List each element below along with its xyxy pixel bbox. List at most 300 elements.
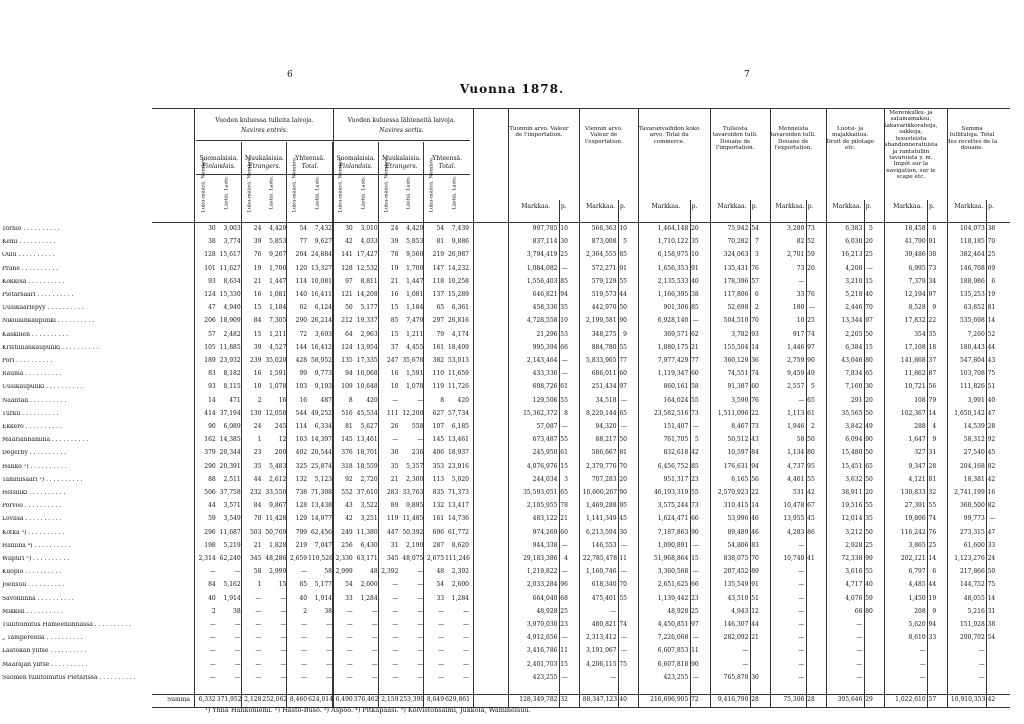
cell-markka: 180: [792, 304, 805, 312]
cell-markka: 117,806: [723, 291, 749, 298]
cell-penni: 22: [751, 409, 759, 417]
subheader-muukalaisia: Muukalaisia.: [244, 155, 284, 162]
cell-count: 99: [299, 370, 308, 378]
cell-markka: 11,862: [904, 370, 926, 378]
cell-penni: 9: [932, 607, 937, 615]
cell-penni: 51: [751, 594, 759, 602]
col-header-luotsi: Luotsi- ja majakkaitoa. Droit de pilotage etc.: [826, 126, 875, 152]
cell-count: 19: [390, 264, 399, 272]
cell-count: 21: [253, 541, 262, 549]
subheader-suomalaisia_fr: Finlandais.: [202, 163, 236, 170]
cell-markka: 135,549: [723, 581, 749, 589]
cell-count: 4,455: [406, 343, 424, 351]
cell-count: 11,659: [447, 370, 469, 378]
cell-count: 161: [432, 343, 445, 351]
cell-markka: 89,489: [727, 528, 749, 536]
value-divider: [884, 108, 885, 708]
cell-markka: 217,866: [959, 568, 985, 576]
cell-count: 11,726: [447, 383, 469, 391]
cell-markka: —: [742, 647, 749, 655]
cell-penni: 60: [560, 528, 568, 536]
cell-count: 428: [295, 357, 308, 364]
cell-markka: 10: [796, 317, 805, 325]
cell-count: 90: [208, 423, 216, 430]
cell-penni: 20: [691, 225, 699, 232]
cell-count: 3,251: [360, 515, 378, 523]
cell-penni: 97: [691, 621, 699, 628]
cell-count: 30: [390, 449, 399, 457]
cell-markka: 57,087: [536, 423, 558, 430]
cell-penni: 40: [865, 581, 873, 589]
cell-penni: —: [692, 673, 699, 681]
cell-penni: 20: [865, 396, 873, 404]
cell-markka: 327: [914, 449, 926, 457]
col-title-count: Luku-määrä. Nombre.: [337, 156, 344, 213]
cell-count: —: [371, 621, 378, 628]
cell-penni: 90: [619, 489, 627, 496]
cell-markka: 9,347: [908, 462, 926, 470]
cell-count: 544: [295, 409, 308, 417]
cell-count: 114: [295, 423, 308, 430]
cell-count: 2,314: [198, 555, 216, 562]
cell-count: —: [346, 647, 353, 655]
cell-markka: 164,024: [663, 396, 689, 404]
cell-count: —: [325, 673, 332, 681]
cell-markka: 997,785: [532, 225, 558, 232]
cell-markka: 135,431: [723, 264, 749, 272]
cell-penni: 23: [560, 621, 568, 628]
cell-count: 2,190: [406, 541, 424, 549]
cell-count: 406: [432, 449, 445, 457]
row-label: Maarianhamina . . . . . . . . . .: [2, 437, 89, 444]
cell-count: —: [234, 621, 241, 628]
cell-markka: 8,220,144: [586, 409, 617, 417]
cell-penni: 28: [751, 696, 759, 703]
cell-markka: 48,928: [667, 607, 689, 615]
cell-count: 5,162: [223, 581, 241, 589]
cell-markka: —: [919, 647, 926, 655]
cell-markka: 2,446: [845, 304, 863, 312]
cell-penni: 73: [691, 502, 699, 510]
row-label: Kristiinankaupunki . . . . . . . . . .: [2, 344, 99, 351]
cell-count: —: [462, 634, 469, 642]
cell-count: 145: [432, 436, 445, 444]
cell-count: 8,460: [289, 696, 308, 703]
cell-count: 1: [257, 581, 262, 589]
cell-count: 1,081: [269, 291, 287, 298]
cell-penni: 55: [619, 277, 627, 285]
cell-count: 624,014: [308, 696, 333, 703]
row-label: Rauma . . . . . . . . . .: [2, 371, 62, 378]
cell-markka: 579,129: [591, 277, 617, 285]
cell-markka: 91,387: [727, 383, 749, 391]
cell-penni: 10: [560, 317, 568, 325]
cell-markka: 6,030: [845, 238, 863, 246]
cell-penni: 70: [751, 555, 759, 562]
cell-count: 8,634: [223, 277, 241, 285]
cell-markka: 130,833: [900, 489, 926, 496]
cell-count: —: [255, 660, 262, 668]
cell-penni: 20: [865, 489, 873, 496]
cell-penni: 15: [691, 555, 699, 562]
cell-markka: 6,213,594: [586, 528, 617, 536]
cell-markka: 22,785,478: [582, 555, 618, 562]
cell-count: —: [371, 673, 378, 681]
cell-count: 1: [257, 436, 262, 444]
cell-count: 137: [432, 291, 445, 298]
cell-count: 558: [411, 423, 424, 430]
cell-markka: 4,121: [908, 475, 926, 483]
cell-markka: 244,034: [532, 475, 558, 483]
cell-markka: 1,946: [787, 423, 805, 430]
cell-count: 39: [253, 343, 262, 351]
cell-count: 85: [299, 581, 308, 589]
cell-penni: 59: [807, 251, 815, 259]
cell-count: —: [346, 607, 353, 615]
cell-penni: 11: [691, 647, 699, 655]
cell-markka: 63,852: [963, 304, 985, 312]
cell-penni: 28: [928, 462, 937, 470]
cell-penni: —: [866, 264, 873, 272]
cell-penni: 49: [807, 370, 815, 378]
cell-markka: 2,205: [845, 330, 863, 338]
cell-markka: 873,008: [591, 238, 617, 246]
cell-count: 10: [390, 383, 399, 391]
cell-markka: 480,821: [591, 621, 617, 628]
cell-penni: 55: [619, 343, 627, 351]
cell-count: 11,687: [219, 528, 241, 536]
cell-penni: 74: [751, 370, 759, 378]
cell-penni: 82: [987, 462, 996, 470]
cell-count: —: [280, 673, 287, 681]
cell-penni: 21: [560, 515, 568, 523]
cell-penni: 75: [987, 370, 996, 378]
cell-markka: 547,804: [959, 357, 985, 364]
cell-markka: 12,014: [841, 515, 863, 523]
cell-markka: 41,790: [904, 238, 926, 246]
cell-penni: 43: [987, 357, 996, 364]
cell-markka: 75,306: [783, 696, 805, 703]
subheader-suomalaisia: Suomalaisia.: [336, 155, 376, 162]
cell-markka: 3,632: [845, 475, 863, 483]
cell-count: 5,627: [360, 423, 378, 430]
cell-markka: 72,338: [841, 555, 863, 562]
cell-markka: 14,539: [963, 423, 985, 430]
cell-count: 54: [299, 225, 308, 232]
cell-count: 799: [295, 528, 308, 536]
cell-markka: 1,113: [787, 409, 805, 417]
cell-penni: 6: [991, 277, 996, 285]
cell-penni: 59: [865, 594, 873, 602]
cell-count: 23,932: [219, 357, 241, 364]
group-divider: [333, 108, 334, 708]
cell-count: 19: [253, 264, 262, 272]
cell-count: 420: [366, 396, 378, 404]
cell-penni: 70: [751, 317, 759, 325]
cell-markka: 53,996: [727, 515, 749, 523]
cell-count: —: [301, 647, 308, 655]
cell-markka: 4,208: [845, 264, 863, 272]
cell-count: 71,373: [447, 489, 469, 496]
cell-count: —: [301, 621, 308, 628]
cell-penni: 50: [987, 568, 996, 576]
cell-count: 21: [253, 277, 262, 285]
cell-count: 6,490: [335, 696, 353, 703]
cell-markka: 35,565: [841, 409, 863, 417]
cell-count: —: [371, 607, 378, 615]
cell-count: —: [392, 581, 399, 589]
cell-penni: 42: [691, 449, 699, 457]
unit-markkaa: Markkaa.: [586, 203, 616, 210]
cell-penni: 31: [928, 449, 937, 457]
cell-count: 132: [432, 502, 445, 510]
cell-markka: 3,865: [908, 541, 926, 549]
cell-count: 15: [253, 304, 262, 312]
cell-markka: 884,780: [591, 343, 617, 351]
cell-count: 5,357: [406, 462, 424, 470]
cell-count: 3,549: [223, 515, 241, 523]
cell-penni: 55: [691, 396, 699, 404]
cell-count: —: [462, 647, 469, 655]
cell-count: 3,003: [223, 225, 241, 232]
cell-count: 18,559: [356, 462, 378, 470]
cell-penni: 73: [928, 264, 937, 272]
cell-count: 84: [253, 317, 262, 325]
cell-penni: —: [621, 423, 627, 430]
cell-count: 6,361: [451, 304, 469, 312]
cell-markka: 360,500: [959, 502, 985, 510]
cell-count: 8: [348, 396, 353, 404]
cell-penni: —: [561, 264, 568, 272]
cell-penni: 50: [865, 409, 873, 417]
cell-count: 15: [390, 304, 399, 312]
cell-count: 15,330: [219, 291, 241, 298]
value-divider: [710, 108, 711, 708]
cell-penni: 92: [987, 436, 996, 444]
cell-markka: 572,271: [591, 264, 617, 272]
cell-count: 1,078: [269, 383, 287, 391]
row-label: Laatokan ylitse . . . . . . . . . .: [2, 648, 87, 655]
cell-count: 121: [341, 291, 353, 298]
subheader-muukalaisia: Muukalaisia.: [381, 155, 421, 162]
col-title-count: Luku-määrä. Nombre.: [246, 156, 253, 213]
cell-penni: 8: [564, 409, 568, 417]
cell-penni: 73: [807, 225, 815, 232]
cell-penni: 97: [865, 317, 873, 325]
cell-count: 1,081: [406, 291, 424, 298]
cell-count: 2,482: [223, 330, 241, 338]
cell-count: 124: [204, 291, 216, 298]
cell-penni: 45: [807, 515, 815, 523]
cell-count: 15,617: [219, 251, 241, 259]
col-header-merenkulku: Merenkulku- ja satamamaksu, takavarikkorahoja, sakkoja, luxusteista abandonneratuista ja rantatullin tavaroista y. m. Impôt sur la navigation, sur le scape etc.: [884, 110, 938, 181]
cell-penni: 28: [987, 423, 996, 430]
row-label: Prahe . . . . . . . . . .: [2, 265, 59, 272]
cell-markka: 6,607,853: [657, 647, 689, 655]
cell-count: 81: [436, 238, 445, 246]
cell-penni: 56: [751, 475, 759, 483]
cell-count: —: [371, 647, 378, 655]
cell-penni: 81: [928, 475, 937, 483]
cell-markka: 141,868: [900, 357, 926, 364]
cell-count: 345: [249, 555, 262, 562]
cell-count: 5,020: [451, 475, 469, 483]
cell-markka: 4,450,851: [657, 621, 689, 628]
cell-count: 15,289: [447, 291, 469, 298]
page-number-right: 7: [744, 70, 750, 80]
cell-markka: 129,506: [532, 396, 558, 404]
cell-count: 382: [432, 357, 445, 364]
cell-penni: 10: [619, 225, 627, 232]
col-title-lasts: Lästiä. Lasts.: [268, 175, 275, 210]
cell-penni: 44: [619, 291, 627, 298]
cell-count: 33: [436, 594, 445, 602]
cell-penni: —: [561, 634, 568, 642]
cell-count: 10,648: [356, 383, 378, 391]
cell-count: 37,610: [356, 489, 378, 496]
cell-count: 54: [345, 581, 353, 589]
cell-penni: 85: [619, 251, 627, 259]
cell-count: 13,417: [447, 502, 469, 510]
cell-penni: 55: [865, 568, 873, 576]
cell-count: 1,914: [314, 594, 332, 602]
cell-count: 6,089: [223, 423, 241, 430]
cell-markka: 207,452: [723, 568, 749, 576]
cell-count: 78: [390, 251, 399, 259]
cell-markka: 4,461: [787, 475, 805, 483]
cell-penni: —: [561, 541, 568, 549]
cell-count: 6,430: [360, 541, 378, 549]
cell-count: 2,600: [360, 581, 378, 589]
cell-penni: 20: [619, 475, 627, 483]
subheader-muukalaisia_fr: Étrangers.: [385, 163, 418, 170]
cell-count: 629,861: [445, 696, 470, 703]
cell-count: 376: [341, 449, 353, 457]
cell-penni: 50: [619, 304, 627, 312]
cell-penni: 87: [928, 370, 937, 378]
cell-count: 93: [208, 383, 216, 391]
cell-markka: 354: [914, 330, 926, 338]
cell-markka: 2,570,923: [717, 489, 749, 496]
cell-markka: 43,046: [841, 357, 863, 364]
cell-count: 24: [253, 225, 262, 232]
cell-count: 2,392: [381, 568, 399, 576]
cell-penni: 15: [865, 277, 873, 285]
cell-count: 114: [295, 277, 308, 285]
unit-penni: p.: [560, 203, 567, 210]
cell-count: 89: [390, 502, 399, 510]
cell-count: 61,772: [447, 528, 469, 536]
cell-count: 627: [432, 409, 445, 417]
value-divider: [947, 108, 948, 708]
cell-penni: 76: [751, 396, 759, 404]
cell-count: 239: [249, 357, 262, 364]
cell-markka: 10,721: [904, 383, 926, 391]
cell-count: 245: [274, 423, 287, 430]
cell-markka: 7,260: [967, 330, 985, 338]
cell-penni: 70: [865, 304, 873, 312]
cell-count: 1,211: [406, 330, 424, 338]
cell-count: 48,286: [265, 555, 287, 562]
cell-penni: 61: [807, 409, 815, 417]
cell-count: 11,428: [265, 515, 287, 523]
cell-penni: 16: [987, 489, 996, 496]
cell-penni: 70: [619, 462, 627, 470]
cell-markka: 7,160: [845, 383, 863, 391]
cell-count: 97: [345, 277, 353, 285]
cell-penni: —: [561, 423, 568, 430]
cell-count: —: [301, 634, 308, 642]
cell-markka: 1,511,096: [717, 409, 749, 417]
cell-penni: 10: [691, 251, 699, 259]
cell-count: 35,678: [402, 357, 424, 364]
cell-markka: 3,289: [787, 225, 805, 232]
cell-markka: 2,364,555: [586, 251, 617, 259]
cell-count: 62,240: [219, 555, 241, 562]
footnotes: ¹) Ynnä Hankoniemi. ²) Hästö-Busö. ³) Aspöö. ⁴) Pitkäpaasi. ⁵) Koivistonsalmi, Jukkola, Wammelsuu.: [205, 706, 531, 714]
cell-penni: 14: [928, 409, 937, 417]
cell-penni: 44: [751, 621, 759, 628]
cell-markka: 82: [796, 238, 805, 246]
cell-penni: 47: [987, 528, 996, 536]
cell-markka: 3,360,568: [657, 568, 689, 576]
cell-count: —: [438, 647, 445, 655]
cell-penni: 60: [619, 370, 627, 378]
cell-penni: 65: [560, 489, 568, 496]
statistics-table: [2, 108, 1010, 708]
cell-penni: 29: [865, 696, 873, 703]
cell-penni: 50: [865, 330, 873, 338]
cell-markka: 2,401,703: [526, 660, 558, 668]
cell-penni: 97: [928, 291, 937, 298]
cell-markka: 94,320: [595, 423, 617, 430]
cell-count: —: [462, 621, 469, 628]
cell-count: —: [280, 621, 287, 628]
cell-penni: 2: [810, 423, 815, 430]
cell-markka: 291: [850, 396, 863, 404]
cell-count: 8,115: [223, 383, 241, 391]
cell-penni: 25: [987, 251, 996, 259]
cell-count: —: [346, 673, 353, 681]
cell-markka: —: [856, 621, 863, 628]
subheader-yhteensa_fr: Total.: [438, 163, 456, 170]
cell-count: 58,952: [310, 357, 332, 364]
page-title: Vuonna 1878.: [459, 82, 565, 96]
cell-count: 8: [440, 396, 445, 404]
row-label: Pori . . . . . . . . . .: [2, 358, 53, 364]
cell-count: 48: [370, 568, 378, 576]
cell-penni: 73: [691, 409, 699, 417]
cell-markka: 135,253: [959, 291, 985, 298]
cell-penni: 30: [560, 238, 568, 246]
cell-markka: —: [798, 396, 805, 404]
cell-penni: 41: [807, 555, 815, 562]
cell-count: —: [255, 621, 262, 628]
subheader-yhteensa_fr: Total.: [301, 163, 319, 170]
cell-markka: 17,108: [904, 343, 926, 351]
cell-count: —: [325, 647, 332, 655]
cell-count: 1,700: [406, 264, 424, 272]
cell-count: 287: [432, 541, 445, 549]
cell-count: 53,013: [447, 357, 469, 364]
page-number-left: 6: [287, 70, 293, 80]
cell-penni: 65: [807, 396, 815, 404]
cell-markka: 178,396: [723, 277, 749, 285]
cell-penni: 75: [619, 660, 627, 668]
cell-count: 290: [204, 462, 216, 470]
cell-count: —: [255, 634, 262, 642]
cell-markka: 146,553: [591, 541, 617, 549]
